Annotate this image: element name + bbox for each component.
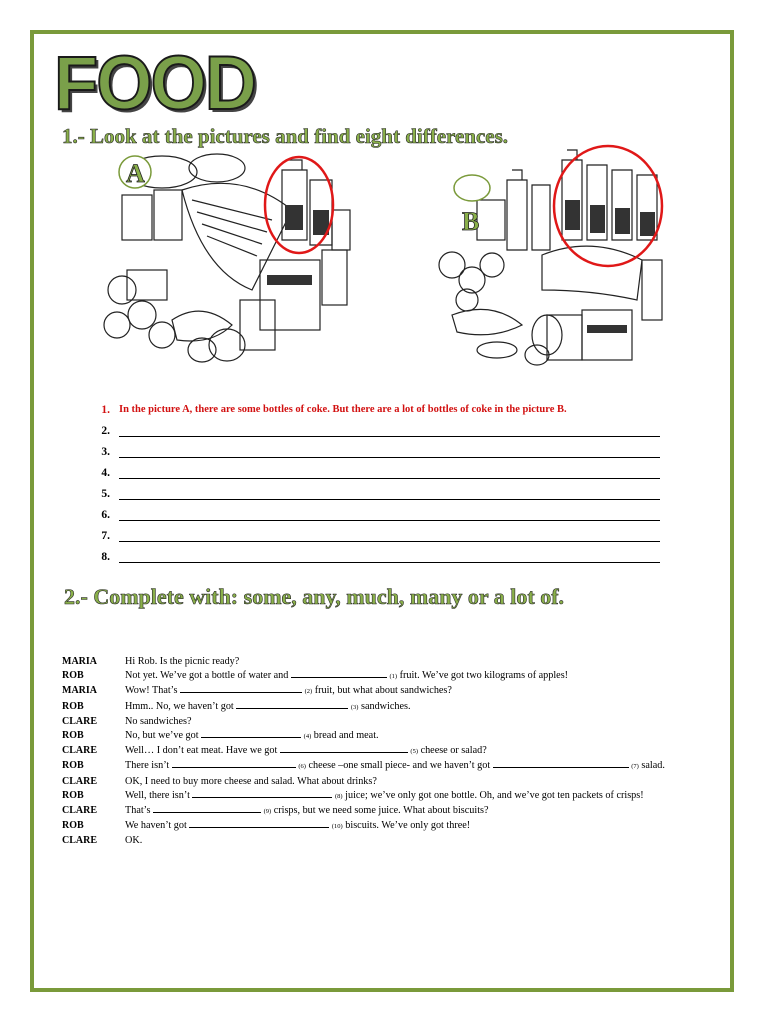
speech-fragment: No, but we’ve got [125, 730, 202, 742]
differences-list [94, 404, 674, 572]
speech-text [125, 700, 708, 715]
answer-line[interactable] [119, 520, 660, 521]
picture-a-illustration [92, 150, 362, 370]
dialogue-line [62, 655, 708, 669]
dialogue-line [62, 669, 708, 684]
difference-line [94, 467, 674, 488]
picture-a-label: A [126, 159, 145, 188]
answer-blank[interactable] [180, 684, 302, 693]
difference-number: 2. [101, 425, 110, 437]
speech-text [125, 729, 708, 744]
speech-fragment: fruit, but what about sandwiches? [312, 685, 452, 697]
difference-line [94, 446, 674, 467]
speech-fragment: fruit. We’ve got two kilograms of apples! [397, 670, 569, 682]
difference-line [94, 530, 674, 551]
speech-fragment: juice; we’ve only got one bottle. Oh, and we’ve got ten packets of crisps! [342, 789, 644, 801]
speaker-name: ROB [62, 670, 84, 682]
answer-blank[interactable] [153, 804, 261, 813]
dialogue-line [62, 789, 708, 804]
answer-line[interactable] [119, 457, 660, 458]
speech-fragment: We haven’t got [125, 820, 190, 832]
speech-text [125, 744, 708, 759]
speaker-name: CLARE [62, 805, 98, 817]
answer-blank[interactable] [493, 759, 629, 768]
speech-fragment: crisps, but we need some juice. What about biscuits? [271, 805, 489, 817]
page-title: FOOD [54, 41, 255, 126]
speaker-name: MARIA [62, 685, 97, 697]
speech-fragment: biscuits. We’ve only got three! [342, 820, 471, 832]
difference-line [94, 509, 674, 530]
speaker-name: ROB [62, 789, 84, 801]
answer-line[interactable] [119, 562, 660, 563]
speech-text [125, 819, 708, 834]
exercise-1-heading: 1.- Look at the pictures and find eight differences. [62, 124, 509, 148]
blank-number: (1) [389, 673, 398, 681]
speech-text [125, 669, 708, 684]
picture-b-empty-circle [454, 175, 490, 201]
answer-line[interactable] [119, 541, 660, 542]
blank-number: (9) [263, 808, 272, 816]
difference-number: 8. [101, 551, 110, 563]
dialogue-line [62, 715, 708, 729]
speech-fragment: Wow! That’s [125, 685, 181, 697]
speech-fragment: bread and meat. [311, 730, 379, 742]
dialogue-line [62, 744, 708, 759]
answer-line[interactable] [119, 478, 660, 479]
difference-number: 3. [101, 446, 110, 458]
speech-fragment: cheese or salad? [418, 745, 487, 757]
speech-text [125, 684, 708, 699]
dialogue-line [62, 834, 708, 848]
blank-number: (2) [304, 688, 313, 696]
difference-number: 1. [101, 404, 110, 416]
speaker-name: ROB [62, 760, 84, 772]
answer-blank[interactable] [189, 819, 329, 828]
speaker-name: CLARE [62, 745, 98, 757]
blank-number: (3) [350, 703, 359, 711]
speech-fragment: There isn’t [125, 760, 172, 772]
speech-text [125, 715, 708, 729]
difference-example [94, 404, 674, 425]
speech-text [125, 655, 708, 669]
speech-fragment: No sandwiches? [125, 715, 192, 727]
answer-blank[interactable] [291, 669, 387, 678]
difference-number: 5. [101, 488, 110, 500]
speech-text [125, 789, 708, 804]
speech-fragment: Hmm.. No, we haven’t got [125, 700, 237, 712]
speech-fragment: OK. [125, 835, 143, 847]
difference-example-text: In the picture A, there are some bottles of coke. But there are a lot of bottles of coke in the picture B. [119, 404, 567, 415]
difference-line [94, 551, 674, 572]
difference-number: 6. [101, 509, 110, 521]
speech-fragment: cheese –one small piece- and we haven’t got [305, 760, 493, 772]
dialogue-line [62, 729, 708, 744]
blank-number: (8) [335, 792, 343, 800]
exercise-2-heading: 2.- Complete with: some, any, much, many or a lot of. [64, 584, 565, 609]
answer-blank[interactable] [280, 744, 408, 753]
blank-number: (10) [331, 823, 343, 831]
answer-blank[interactable] [236, 700, 348, 709]
speech-fragment: Well, there isn’t [125, 789, 193, 801]
difference-line [94, 425, 674, 446]
speaker-name: ROB [62, 820, 84, 832]
speaker-name: ROB [62, 730, 84, 742]
dialogue-line [62, 700, 708, 715]
speech-fragment: OK, I need to buy more cheese and salad. What about drinks? [125, 775, 377, 787]
picture-a [92, 150, 362, 370]
speaker-name: CLARE [62, 835, 98, 847]
difference-number: 4. [101, 467, 110, 479]
blank-number: (5) [410, 748, 419, 756]
speaker-name: ROB [62, 700, 84, 712]
speech-fragment: salad. [638, 760, 665, 772]
speaker-name: CLARE [62, 715, 98, 727]
speech-fragment: Well… I don’t eat meat. Have we got [125, 745, 280, 757]
speech-text [125, 804, 708, 819]
speech-text [125, 834, 708, 848]
speech-fragment: sandwiches. [358, 700, 411, 712]
dialogue [62, 655, 708, 849]
speech-fragment: Not yet. We’ve got a bottle of water and [125, 670, 291, 682]
answer-line[interactable] [119, 436, 660, 437]
blank-number: (6) [298, 763, 306, 771]
dialogue-line [62, 804, 708, 819]
speaker-name: CLARE [62, 775, 98, 787]
answer-blank[interactable] [201, 729, 301, 738]
speech-fragment: Hi Rob. Is the picnic ready? [125, 656, 240, 667]
dialogue-line [62, 819, 708, 834]
speech-text [125, 759, 708, 774]
picture-b-illustration [432, 140, 672, 370]
dialogue-line [62, 775, 708, 789]
picture-b-label: B [462, 207, 480, 236]
speaker-name: MARIA [62, 656, 97, 667]
dialogue-line [62, 684, 708, 699]
speech-text [125, 775, 708, 789]
answer-blank[interactable] [192, 789, 332, 798]
blank-number: (4) [303, 733, 312, 741]
answer-blank[interactable] [172, 759, 296, 768]
difference-number: 7. [101, 530, 110, 542]
answer-line[interactable] [119, 499, 660, 500]
blank-number: (7) [631, 763, 639, 771]
picture-b [432, 140, 672, 370]
dialogue-line [62, 759, 708, 774]
speech-fragment: That’s [125, 805, 154, 817]
difference-line [94, 488, 674, 509]
